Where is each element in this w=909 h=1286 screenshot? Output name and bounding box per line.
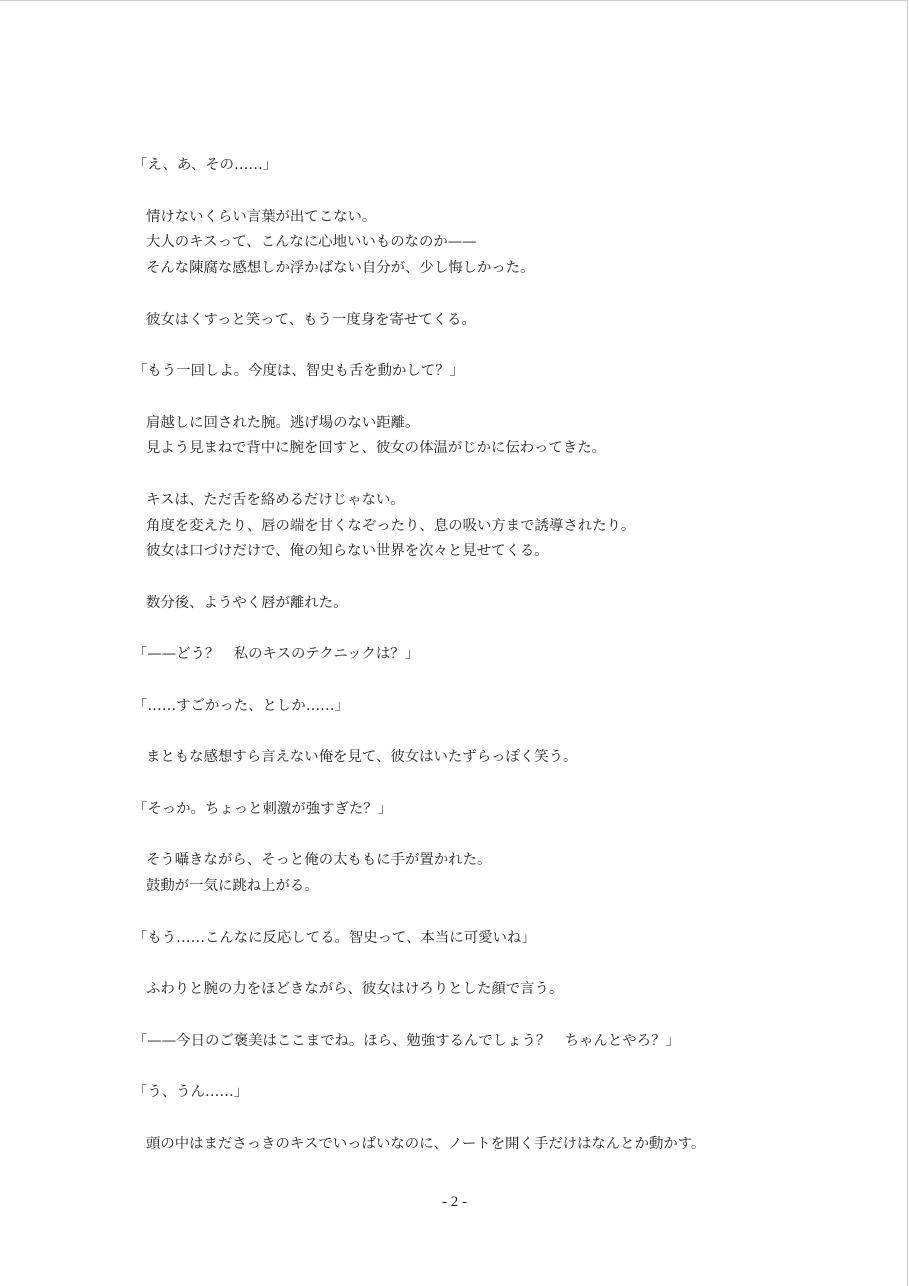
dialog-line: 「——どう？ 私のキスのテクニックは？」 xyxy=(133,646,420,663)
blank-line xyxy=(133,951,813,977)
blank-line xyxy=(133,771,813,797)
narration-line: 大人のキスって、こんなに心地いいものなのか—— xyxy=(146,234,477,251)
narration-line: まともな感想すら言えない俺を見て、彼女はいたずらっぽく笑う。 xyxy=(146,749,578,766)
narration-line: 彼女はくすっと笑って、もう一度身を寄せてくる。 xyxy=(146,311,476,328)
blank-line xyxy=(133,565,813,591)
narration-line: 情けないくらい言葉が出てこない。 xyxy=(146,208,377,225)
dialog-line: 「そっか。ちょっと刺激が強すぎた？」 xyxy=(133,800,393,817)
narration-line: 数分後、ようやく唇が離れた。 xyxy=(146,594,348,611)
narration-line: ふわりと腕の力をほどきながら、彼女はけろりとした顔で言う。 xyxy=(146,981,564,997)
blank-line xyxy=(133,462,813,488)
blank-line xyxy=(133,1106,813,1132)
narration-line: そんな陳腐な感想しか浮かばない自分が、少し悔しかった。 xyxy=(146,260,535,276)
narration-line: キスは、ただ舌を絡めるだけじゃない。 xyxy=(146,491,405,508)
blank-line xyxy=(133,282,813,308)
narration-line: 鼓動が一気に跳ね上がる。 xyxy=(146,878,319,894)
blank-line xyxy=(133,617,813,643)
dialog-line: 「……すごかった、としか……」 xyxy=(133,697,349,714)
blank-line xyxy=(133,668,813,694)
dialog-line: 「う、うん……」 xyxy=(133,1084,249,1100)
body-text xyxy=(133,153,813,1157)
blank-line xyxy=(133,1003,813,1029)
narration-line: 肩越しに回された腕。逃げ場のない距離。 xyxy=(146,414,420,431)
blank-line xyxy=(133,385,813,411)
blank-line xyxy=(133,823,813,849)
dialog-line: 「え、あ、その……」 xyxy=(133,157,278,173)
narration-line: 見よう見まねで背中に腕を回すと、彼女の体温がじかに伝わってきた。 xyxy=(146,440,606,457)
narration-line: そう囁きながら、そっと俺の太ももに手が置かれた。 xyxy=(146,852,492,869)
blank-line xyxy=(133,333,813,359)
dialog-line: 「もう……こんなに反応してる。智史って、本当に可愛いね」 xyxy=(133,929,536,946)
blank-line xyxy=(133,900,813,926)
dialog-line: 「——今日のご褒美はここまでね。ほら、勉強するんでしょう？ ちゃんとやろ？」 xyxy=(133,1032,680,1049)
narration-line: 角度を変えたり、唇の端を甘くなぞったり、息の吸い方まで誘導されたり。 xyxy=(146,517,636,534)
dialog-line: 「もう一回しよ。今度は、智史も舌を動かして？」 xyxy=(133,363,464,379)
narration-line: 彼女は口づけだけで、俺の知らない世界を次々と見せてくる。 xyxy=(146,543,549,560)
blank-line xyxy=(133,720,813,746)
page-number: - 2 - xyxy=(442,1194,467,1210)
blank-line xyxy=(133,179,813,205)
blank-line xyxy=(133,1054,813,1080)
narration-line: 頭の中はまださっきのキスでいっぱいなのに、ノートを開く手だけはなんとか動かす。 xyxy=(146,1135,706,1152)
